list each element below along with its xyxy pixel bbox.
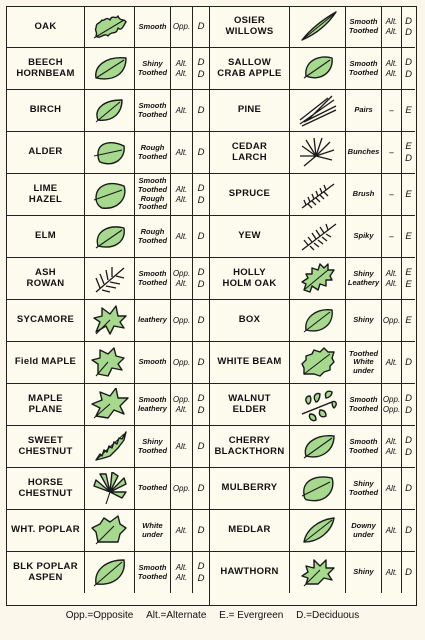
leaf-arrangement: Alt. [171,426,193,467]
leaf-type: E D [405,141,412,164]
leaf-illustration [85,174,135,215]
leaf-type: D D [405,435,412,458]
leaf-description: Brush [346,174,382,215]
leaf-arrangement: Alt. [171,216,193,257]
table-row [210,48,415,90]
leaf-description: Shiny Toothed [135,48,171,89]
leaf-illustration [290,384,346,425]
leaf-illustration [290,300,346,341]
mulberry-leaf-icon [294,472,342,506]
leaf-illustration [85,510,135,551]
elm-leaf-icon [86,220,134,254]
table-row [210,384,415,426]
leaf-type: D [405,356,412,368]
lime-leaf-icon [86,178,134,212]
table-row [7,132,209,174]
table-row [7,48,209,90]
leaf-description: Smooth Toothed [346,426,382,467]
yew-needles-icon [294,220,342,254]
leaf-description: Bunches [346,132,382,173]
tree-name: SYCAMORE [7,300,85,341]
leaf-description: Rough Toothed [135,132,171,173]
medlar-leaf-icon [294,514,342,548]
leaf-description: Smooth Toothed [346,384,382,425]
leaf-illustration [290,48,346,89]
tree-name: BEECH HORNBEAM [7,48,85,89]
tree-name: LIME HAZEL [7,174,85,215]
tree-name: SPRUCE [210,174,290,215]
table-row [7,7,209,48]
legend-opposite: Opp.=Opposite [65,610,134,621]
tree-name: CHERRY BLACKTHORN [210,426,290,467]
leaf-arrangement: Alt. [382,510,402,551]
leaf-type: D [193,468,210,509]
tree-name: OSIER WILLOWS [210,7,290,47]
tree-name: BIRCH [7,90,85,131]
leaf-arrangement: Opp. Alt. [171,384,193,425]
leaf-illustration [85,342,135,383]
leaf-type: D [193,426,210,467]
leaf-arrangement: Opp. [171,7,193,47]
leaf-description: Toothed White under [346,342,382,383]
leaf-arrangement: Alt. [171,90,193,131]
leaf-type: E [405,104,412,116]
box-leaf-icon [294,304,342,338]
cedar-needles-icon [294,136,342,170]
oak-leaf-icon [86,10,134,44]
leaf-arrangement: Opp. Opp. [382,384,402,425]
leaf-illustration [290,7,346,47]
leaf-type: E E [405,267,412,290]
leaf-description: Rough Toothed [135,216,171,257]
leaf-arrangement: Alt. [171,132,193,173]
beech-leaf-icon [86,52,134,86]
sallow-leaf-icon [294,52,342,86]
leaf-arrangement: – [382,216,402,257]
tree-name: Field MAPLE [7,342,85,383]
leaf-type: D D [193,48,210,89]
walnut-leaf-icon [294,388,342,422]
leaf-description: Downy under [346,510,382,551]
leaf-illustration [290,90,346,131]
table-row [7,90,209,132]
leaf-illustration [85,384,135,425]
table-row [7,384,209,426]
leaf-illustration [85,90,135,131]
leaf-type: D [193,90,210,131]
hawthorn-leaf-icon [294,556,342,590]
leaf-type: D D [193,174,210,215]
leaf-type: D D [405,57,412,80]
leaf-description: Shiny Toothed [135,426,171,467]
table-row [7,510,209,552]
legend [0,610,425,621]
leaf-description: Smooth leathery [135,384,171,425]
table-row [7,300,209,342]
tree-leaf-table [6,6,417,606]
leaf-illustration [290,468,346,509]
leaf-illustration [290,132,346,173]
leaf-illustration [290,342,346,383]
leaf-type: D [405,482,412,494]
leaf-arrangement: Alt. Alt. [171,552,193,593]
table-row [7,258,209,300]
tree-name: ASH ROWAN [7,258,85,299]
table-row [7,342,209,384]
leaf-description: Spiky [346,216,382,257]
leaf-type: D [193,300,210,341]
leaf-illustration [85,300,135,341]
leaf-type: D [193,132,210,173]
table-row [210,468,415,510]
table-row [210,174,415,216]
legend-evergreen: E.= Evergreen [219,610,284,621]
leaf-description: Shiny Toothed [346,468,382,509]
pine-needles-icon [294,94,342,128]
black-poplar-leaf-icon [86,556,134,590]
leaf-arrangement: – [382,174,402,215]
tree-name: SWEET CHESTNUT [7,426,85,467]
tree-name: MULBERRY [210,468,290,509]
leaf-arrangement: Opp. [171,468,193,509]
leaf-arrangement: Opp. [171,300,193,341]
tree-name: PINE [210,90,290,131]
leaf-description: Shiny [346,300,382,341]
legend-alternate: Alt.=Alternate [146,610,207,621]
leaf-arrangement: Alt. [382,552,402,593]
leaf-type: D [193,216,210,257]
table-row [7,174,209,216]
leaf-description: Smooth Toothed [346,7,382,47]
leaf-illustration [85,552,135,593]
leaf-illustration [85,258,135,299]
leaf-arrangement: Alt. [382,468,402,509]
leaf-arrangement: Alt. [171,510,193,551]
legend-deciduous: D.=Deciduous [296,610,360,621]
leaf-type: D [405,566,412,578]
right-column-group [210,7,415,605]
leaf-illustration [290,258,346,299]
leaf-illustration [85,468,135,509]
leaf-illustration [290,552,346,593]
leaf-arrangement: Alt. Alt. [171,48,193,89]
tree-name: ELM [7,216,85,257]
leaf-arrangement: Alt. [382,342,402,383]
leaf-arrangement: Alt. Alt. [382,48,402,89]
tree-name: YEW [210,216,290,257]
cherry-leaf-icon [294,430,342,464]
table-row [210,300,415,342]
leaf-description: Toothed [135,468,171,509]
leaf-type: D D [193,384,210,425]
leaf-illustration [290,174,346,215]
leaf-arrangement: Alt. Alt. [382,258,402,299]
ash-leaf-icon [86,262,134,296]
white-poplar-leaf-icon [86,514,134,548]
table-row [7,468,209,510]
tree-name: BLK POPLAR ASPEN [7,552,85,593]
leaf-arrangement: Opp. [171,342,193,383]
leaf-description: Shiny [346,552,382,593]
left-column-group [7,7,210,605]
alder-leaf-icon [86,136,134,170]
leaf-description: Smooth [135,7,171,47]
leaf-description: Smooth [135,342,171,383]
table-row [210,552,415,593]
tree-name: MEDLAR [210,510,290,551]
leaf-arrangement: Alt. Alt. [382,426,402,467]
tree-name: OAK [7,7,85,47]
tree-name: ALDER [7,132,85,173]
leaf-illustration [85,216,135,257]
leaf-arrangement: – [382,90,402,131]
leaf-type: E [405,314,412,326]
leaf-type: E [405,230,412,242]
leaf-type: D [193,7,210,47]
leaf-arrangement: – [382,132,402,173]
leaf-description: leathery [135,300,171,341]
leaf-type: D D [405,393,412,416]
willow-leaf-icon [294,10,342,44]
tree-name: SALLOW CRAB APPLE [210,48,290,89]
table-row [7,216,209,258]
tree-name: HOLLY HOLM OAK [210,258,290,299]
table-row [210,216,415,258]
leaf-type: D D [193,552,210,593]
table-row [210,132,415,174]
leaf-illustration [85,7,135,47]
leaf-description: Shiny Leathery [346,258,382,299]
leaf-type: D [405,524,412,536]
leaf-illustration [290,216,346,257]
tree-name: CEDAR LARCH [210,132,290,173]
table-row [7,552,209,593]
table-row [210,90,415,132]
tree-name: WALNUT ELDER [210,384,290,425]
table-row [210,7,415,48]
leaf-illustration [85,48,135,89]
whitebeam-leaf-icon [294,346,342,380]
table-row [210,342,415,384]
birch-leaf-icon [86,94,134,128]
table-row [7,426,209,468]
leaf-arrangement: Opp. [382,300,402,341]
leaf-type: E [405,188,412,200]
leaf-type: D D [193,258,210,299]
holly-leaf-icon [294,262,342,296]
leaf-arrangement: Alt. Alt. [171,174,193,215]
leaf-arrangement: Alt. Alt. [382,7,402,47]
leaf-description: Smooth Toothed [135,552,171,593]
leaf-type: D D [405,15,412,38]
leaf-illustration [85,426,135,467]
field-maple-leaf-icon [86,346,134,380]
leaf-description: Smooth Toothed [135,90,171,131]
leaf-illustration [290,510,346,551]
spruce-needles-icon [294,178,342,212]
table-row [210,426,415,468]
leaf-description: Smooth Toothed [135,258,171,299]
leaf-type: D [193,342,210,383]
leaf-arrangement: Opp. Alt. [171,258,193,299]
leaf-description: Smooth Toothed Rough Toothed [135,174,171,215]
tree-name: MAPLE PLANE [7,384,85,425]
leaf-description: White under [135,510,171,551]
leaf-type: D [193,510,210,551]
leaf-illustration [290,426,346,467]
tree-name: HAWTHORN [210,552,290,593]
sycamore-leaf-icon [86,304,134,338]
leaf-illustration [85,132,135,173]
tree-name: WHITE BEAM [210,342,290,383]
tree-name: WHT. POPLAR [7,510,85,551]
horse-chestnut-leaf-icon [86,472,134,506]
table-row [210,258,415,300]
tree-name: HORSE CHESTNUT [7,468,85,509]
table-row [210,510,415,552]
leaf-description: Pairs [346,90,382,131]
tree-name: BOX [210,300,290,341]
sweet-chestnut-leaf-icon [86,430,134,464]
leaf-description: Smooth Toothed [346,48,382,89]
maple-leaf-icon [86,388,134,422]
